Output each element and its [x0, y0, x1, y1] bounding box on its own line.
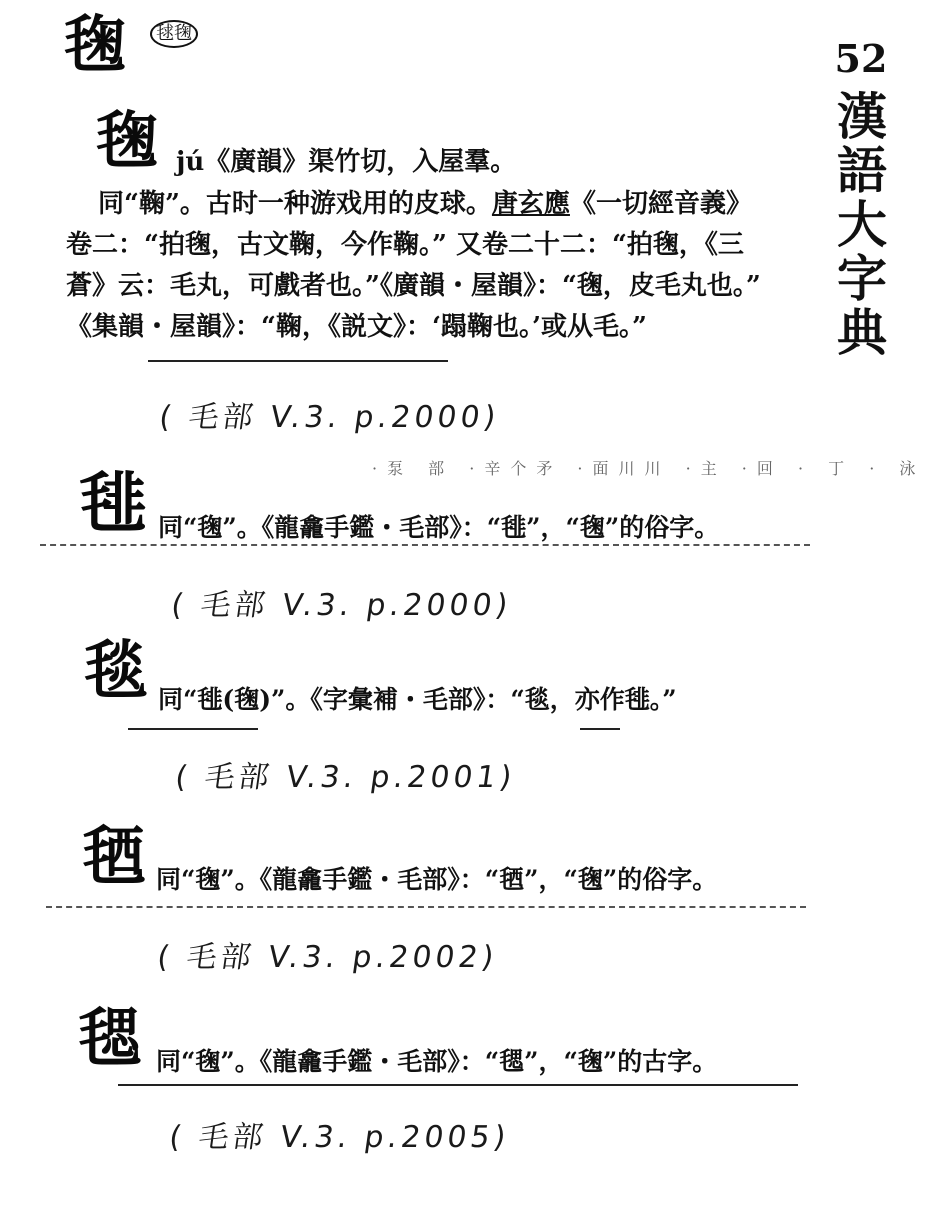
entry1-handwritten-note: ( 毛部 V.3. p.2000) [157, 400, 502, 435]
divider [40, 544, 810, 546]
entry3-text: 同“毴(毱)”。《字彙補・毛部》：“毯，亦作毴。” [158, 685, 677, 714]
entry2-head-character: 毴 [80, 464, 146, 542]
entry1-line1-b: 《一切經音義》 [569, 189, 752, 219]
title-char: 語 [837, 141, 887, 200]
entry1-person-name: 唐玄應 [491, 189, 570, 219]
entry1-line1 [98, 184, 752, 225]
entry3-head-character: 毯 [84, 634, 148, 709]
entry1-line2: 卷二：“拍毱，古文鞠，今作鞠。” 又卷二十二：“拍毱，《三 [66, 230, 744, 260]
page-number: 52 [834, 36, 888, 81]
entry4-head-character: 毢 [82, 820, 146, 895]
entry5-head-character: 毸 [78, 1002, 142, 1077]
divider [128, 728, 258, 730]
entry1-pinyin-line: jú《廣韻》渠竹切，入屋羣。 [176, 147, 517, 177]
entry3-handwritten-note: ( 毛部 V.3. p.2001) [173, 760, 518, 795]
entry1-line1-a: 同“鞠”。古时一种游戏用的皮球。 [98, 189, 492, 219]
entry5-text: 同“毱”。《龍龕手鑑・毛部》：“毸”，“毱”的古字。 [156, 1047, 718, 1076]
title-char: 漢 [837, 87, 887, 146]
entry4-handwritten-note: ( 毛部 V.3. p.2002) [155, 940, 500, 975]
circled-note: 毬毱 [150, 20, 198, 48]
bleed-through-text: ·泵 部 ·辛个矛 ·面川川 ·主 ·回 · 丁 · 泳 [372, 459, 926, 478]
entry1-head-character: 毱 [96, 104, 159, 177]
entry2-text: 同“毱”。《龍龕手鑑・毛部》：“毴”，“毱”的俗字。 [158, 513, 720, 542]
entry4-text: 同“毱”。《龍龕手鑑・毛部》：“毢”，“毱”的俗字。 [156, 865, 718, 894]
divider [148, 360, 448, 362]
title-char: 大 [837, 195, 887, 254]
entry1-line4: 《集韻・屋韻》：“鞠，《説文》：‘蹋鞠也。’或从毛。” [66, 312, 648, 342]
title-char: 典 [837, 303, 887, 362]
title-char: 字 [837, 249, 887, 308]
top-character: 毱 [64, 8, 127, 81]
book-title [832, 87, 892, 362]
entry5-handwritten-note: ( 毛部 V.3. p.2005) [167, 1120, 512, 1155]
divider [580, 728, 620, 730]
entry1-line3: 蒼》云：毛丸，可戲者也。”《廣韻・屋韻》：“毱，皮毛丸也。” [66, 271, 761, 301]
divider [46, 906, 806, 908]
divider [118, 1084, 798, 1086]
entry2-handwritten-note: ( 毛部 V.3. p.2000) [169, 588, 514, 623]
